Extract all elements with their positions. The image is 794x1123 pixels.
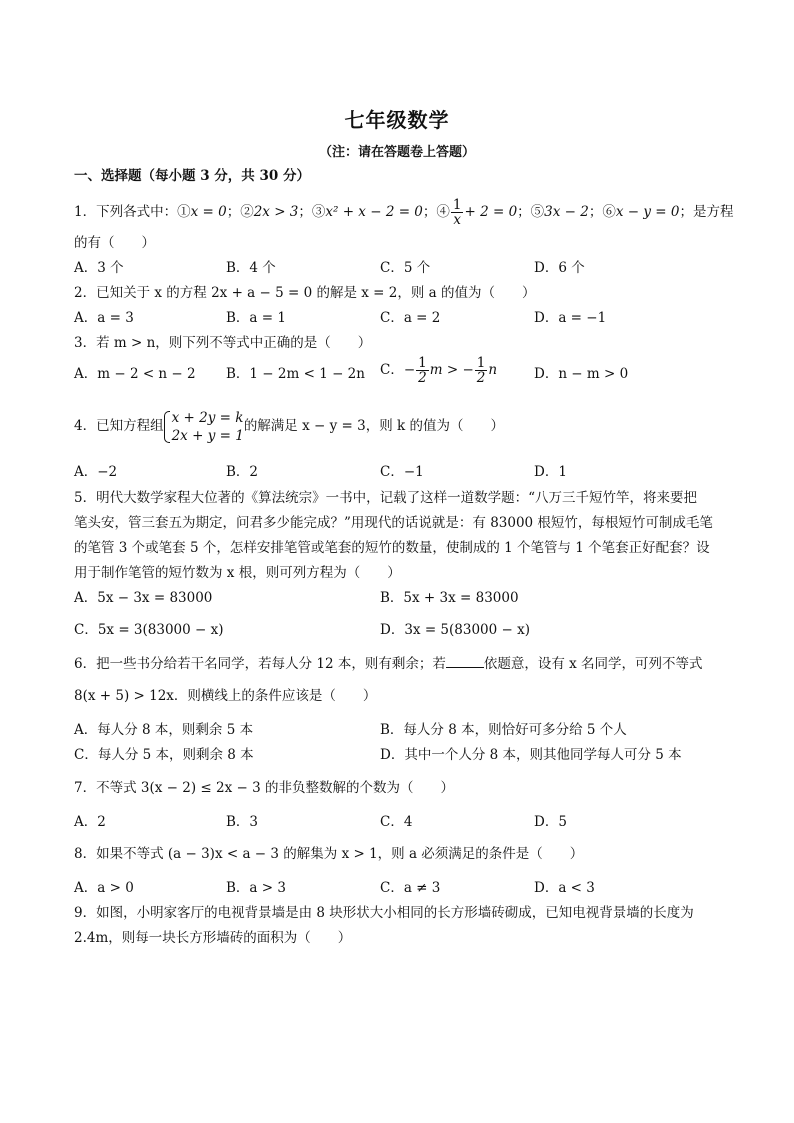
q3-option-d[interactable]: D．n − m > 0 <box>534 366 629 382</box>
q3-option-a[interactable]: A．m − 2 < n − 2 <box>74 366 196 382</box>
q3-option-c[interactable] <box>380 356 497 385</box>
q1-sep: ；④ <box>422 204 450 220</box>
answer-note: （注：请在答题卷上答题） <box>318 145 475 160</box>
q4-option-a[interactable]: A．−2 <box>74 464 118 480</box>
q4-option-d[interactable]: D．1 <box>534 464 567 480</box>
q1-expr-4: + 2 = 0 <box>464 204 518 220</box>
question-5-line-2: 笔头安，管三套五为期定，问君多少能完成？”用现代的话说就是：有 83000 根短竹，每根短竹可制成毛笔 <box>74 515 713 531</box>
fraction-denominator: 2 <box>418 370 427 386</box>
q1-text: 1．下列各式中：① <box>74 204 191 220</box>
q7-option-c[interactable]: C．4 <box>380 814 413 830</box>
question-5-line-1: 5．明代大数学家程大位著的《算法统宗》一书中，记载了这样一道数学题：“八万三千短竹竿，将来要把 <box>74 490 697 506</box>
q8-option-a[interactable]: A．a > 0 <box>74 880 134 896</box>
q4-option-c[interactable]: C．−1 <box>380 464 424 480</box>
fraction-numerator: 1 <box>418 355 427 371</box>
q6-option-d[interactable]: D．其中一个人分 8 本，则其他同学每人可分 5 本 <box>380 747 682 763</box>
q7-option-b[interactable]: B．3 <box>226 814 259 830</box>
q5-option-d[interactable]: D．3x = 5(83000 − x) <box>380 622 530 638</box>
question-6-line-1 <box>74 654 703 674</box>
q6-option-a[interactable]: A．每人分 8 本，则剩余 5 本 <box>74 722 254 738</box>
q1-option-b[interactable]: B．4 个 <box>226 260 276 276</box>
q8-option-d[interactable]: D．a < 3 <box>534 880 595 896</box>
q5-option-b[interactable]: B．5x + 3x = 83000 <box>380 590 519 606</box>
fraction-numerator: 1 <box>452 197 462 213</box>
q5-option-c[interactable]: C．5x = 3(83000 − x) <box>74 622 224 638</box>
q1-option-a[interactable]: A．3 个 <box>74 260 124 276</box>
q4-option-b[interactable]: B．2 <box>226 464 259 480</box>
q2-option-a[interactable]: A．a = 3 <box>74 310 134 326</box>
q2-option-b[interactable]: B．a = 1 <box>226 310 286 326</box>
q2-option-d[interactable]: D．a = −1 <box>534 310 607 326</box>
equation-2: 2x + y = 1 <box>171 427 244 444</box>
q1-sep: ；⑤ <box>517 204 545 220</box>
question-7: 7．不等式 3(x − 2) ≤ 2x − 3 的非负整数解的个数为（ ） <box>74 780 454 796</box>
question-9-line-1: 9．如图，小明家客厅的电视背景墙是由 8 块形状大小相同的长方形墙砖砌成，已知电视背景墙的长度为 <box>74 905 694 921</box>
q5-option-a[interactable]: A．5x − 3x = 83000 <box>74 590 213 606</box>
question-5-line-3: 的笔管 3 个或笔套 5 个，怎样安排笔管或笔套的短竹的数量，使制成的 1 个笔管与 1 个笔套正好配套？设 <box>74 540 710 556</box>
q4-tail: 的解满足 x − y = 3，则 k 的值为（ ） <box>243 418 504 434</box>
q3-option-b[interactable]: B．1 − 2m < 1 − 2n <box>226 366 365 382</box>
question-1-line-2: 的有（ ） <box>74 235 155 251</box>
q6-text-b: 依题意，设有 x 名同学，可列不等式 <box>483 656 703 672</box>
question-6-line-2: 8(x + 5) > 12x．则横线上的条件应该是（ ） <box>74 688 377 704</box>
q1-expr-3: x² + x − 2 = 0 <box>325 204 423 220</box>
q6-option-b[interactable]: B．每人分 8 本，则恰好可多分给 5 个人 <box>380 722 627 738</box>
q1-tail: ；是方程 <box>679 204 734 220</box>
section-heading: 一、选择题（每小题 3 分，共 30 分） <box>74 168 310 184</box>
fraction-numerator: 1 <box>476 355 486 371</box>
fraction-denominator: 2 <box>476 370 486 386</box>
q6-text-a: 6．把一些书分给若干名同学，若每人分 12 本，则有剩余；若 <box>74 656 446 672</box>
q1-expr-2: 2x > 3 <box>253 204 299 220</box>
equation-1: x + 2y = k <box>171 409 244 426</box>
question-4 <box>74 406 504 446</box>
q1-sep: ；② <box>226 204 254 220</box>
answer-blank <box>446 655 484 668</box>
fraction-denominator: x <box>453 212 461 228</box>
q3-half-fraction <box>416 356 429 385</box>
question-5-line-4: 用于制作笔管的短竹数为 x 根，则可列方程为（ ） <box>74 565 401 581</box>
q4-lead: 4．已知方程组 <box>74 418 164 434</box>
q1-expr-6: x − y = 0 <box>615 204 680 220</box>
q3-option-c-mid: m > − <box>429 362 474 378</box>
q1-expr-5: 3x − 2 <box>544 204 589 220</box>
question-3: 3．若 m > n，则下列不等式中正确的是（ ） <box>74 335 372 351</box>
q1-expr-1: x = 0 <box>190 204 227 220</box>
q1-sep: ；⑥ <box>588 204 616 220</box>
q8-option-c[interactable]: C．a ≠ 3 <box>380 880 441 896</box>
q7-option-d[interactable]: D．5 <box>534 814 567 830</box>
q1-fraction <box>451 198 464 227</box>
question-1-line-1 <box>74 198 733 227</box>
q1-sep: ；③ <box>298 204 326 220</box>
q2-option-c[interactable]: C．a = 2 <box>380 310 441 326</box>
q3-half-fraction <box>475 356 488 385</box>
page-title: 七年级数学 <box>344 108 450 132</box>
q6-option-c[interactable]: C．每人分 5 本，则剩余 8 本 <box>74 747 254 763</box>
q3-option-c-tail: n <box>488 362 498 378</box>
question-9-line-2: 2.4m，则每一块长方形墙砖的面积为（ ） <box>74 930 352 946</box>
q1-option-c[interactable]: C．5 个 <box>380 260 431 276</box>
q8-option-b[interactable]: B．a > 3 <box>226 880 286 896</box>
q7-option-a[interactable]: A．2 <box>74 814 106 830</box>
equation-system <box>164 409 244 445</box>
question-8: 8．如果不等式 (a − 3)x < a − 3 的解集为 x > 1，则 a 必须满足的条件是（ ） <box>74 846 584 862</box>
q1-option-d[interactable]: D．6 个 <box>534 260 585 276</box>
question-2: 2．已知关于 x 的方程 2x + a − 5 = 0 的解是 x = 2，则 a 的值为（ ） <box>74 285 536 301</box>
q3-option-c-lead: C．− <box>380 362 416 378</box>
